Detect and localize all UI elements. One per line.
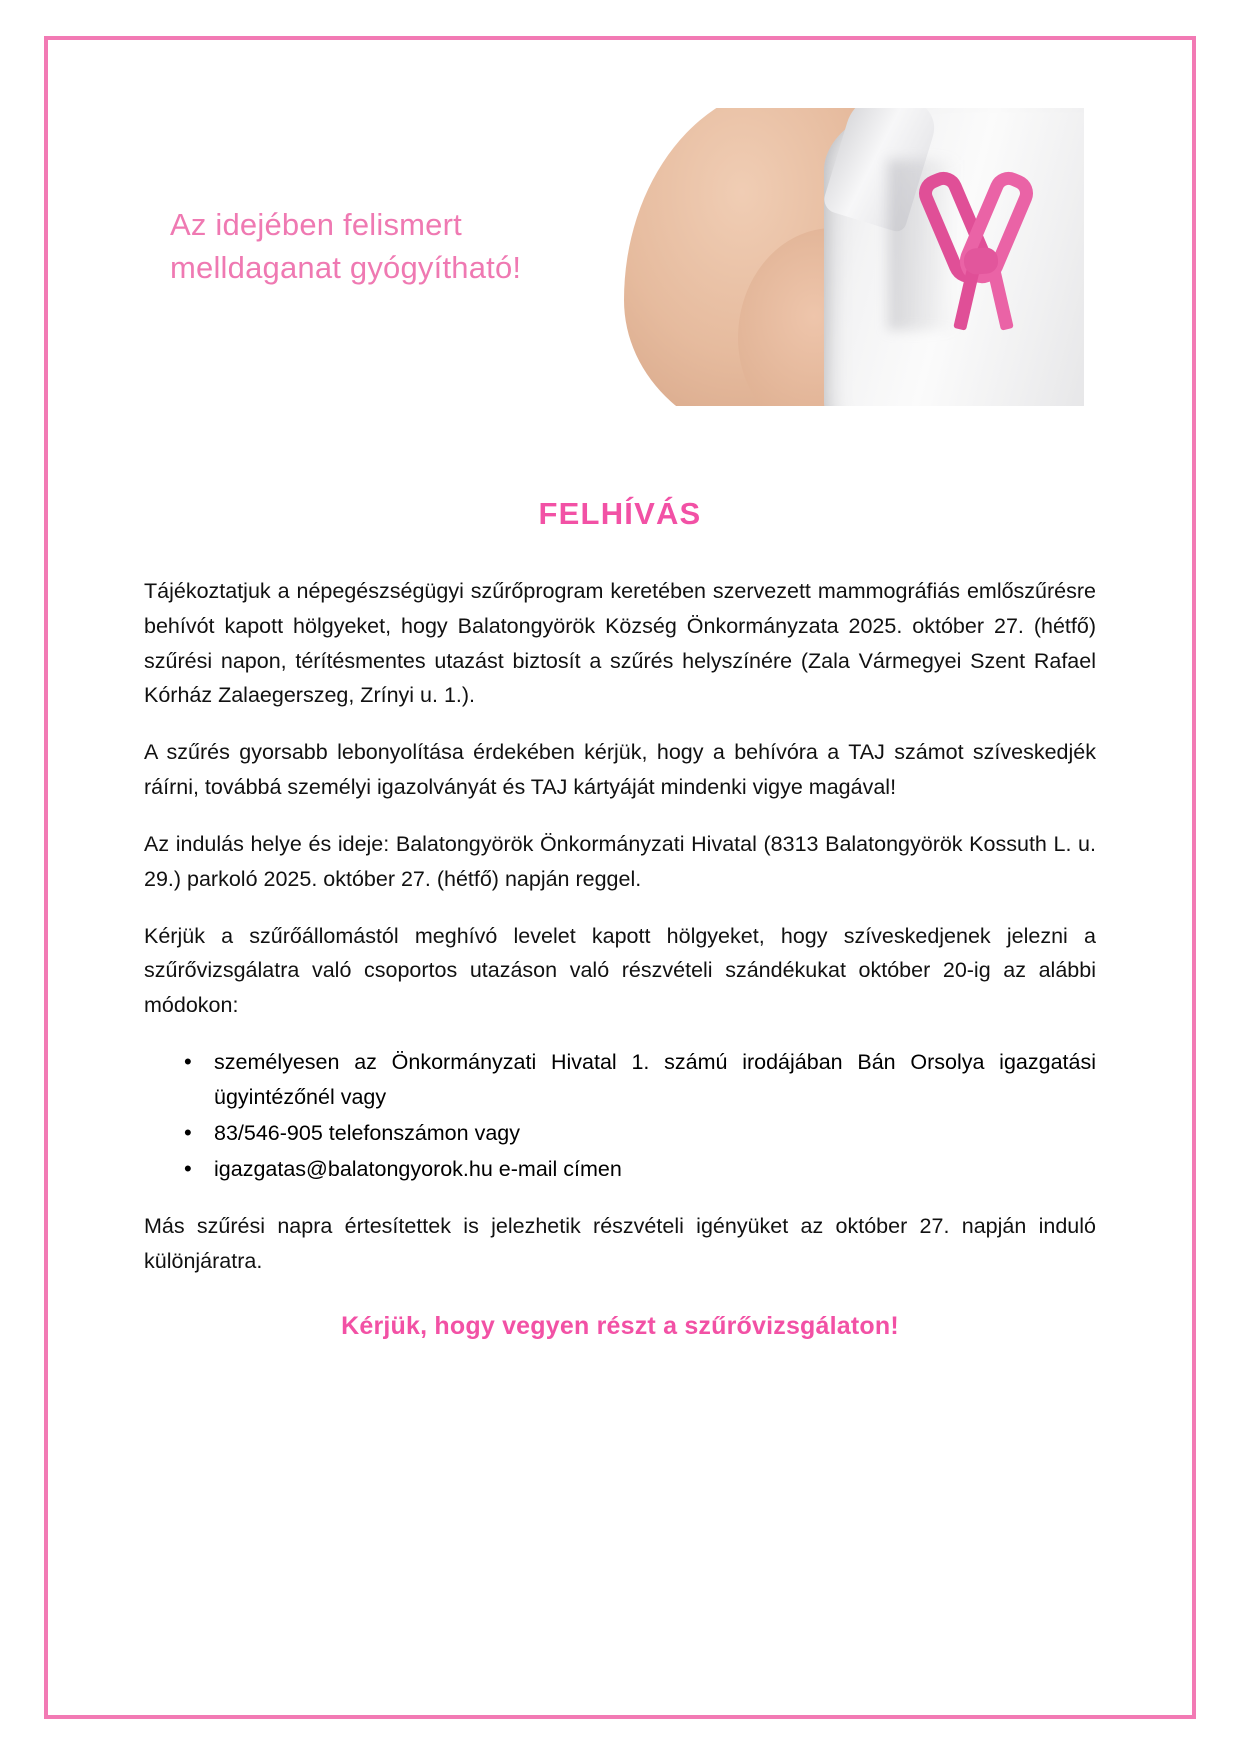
- banner-caption-line1: Az idejében felismert: [170, 207, 462, 242]
- banner-caption-line2: melldaganat gyógyítható!: [170, 249, 522, 285]
- banner-caption: [170, 204, 590, 290]
- banner: [140, 108, 1100, 418]
- pink-ribbon-photo: [588, 108, 1084, 406]
- pink-ribbon-icon: [920, 170, 1040, 330]
- page-title: FELHÍVÁS: [538, 496, 702, 531]
- paragraph-registration: Kérjük a szűrőállomástól meghívó levelet kapott hölgyeket, hogy szíveskedjenek jelezni a szűrővizsgálatra való csoportos utazáson való részvételi szándékukat október 20-ig az alábbi módokon:: [144, 923, 1096, 1018]
- list-item: • igazgatas@balatongyorok.hu e-mail címen: [214, 1152, 1100, 1186]
- paragraph-other-days: Más szűrési napra értesítettek is jelezhetik részvételi igényüket az október 27. napján induló különjáratra.: [144, 1213, 1096, 1273]
- poster-content: [140, 38, 1100, 1341]
- paragraph-taj: A szűrés gyorsabb lebonyolítása érdekében kérjük, hogy a behívóra a TAJ számot szíveskedjék ráírni, továbbá személyi igazolványát és TAJ kártyáját mindenki vigye magával!: [144, 740, 1096, 800]
- ribbon-knot: [963, 247, 999, 275]
- paragraph-intro: Tájékoztatjuk a népegészségügyi szűrőprogram keretében szervezett mammográfiás emlőszűrésre behívót kapott hölgyeket, hogy Balatongyörök Község Önkormányzata 2025. október 27. (hétfő) szűrési napon, térítésmentes utazást biztosít a szűrés helyszínére (Zala Vármegyei Szent Rafael Kórház Zalaegerszeg, Zrínyi u. 1.).: [144, 579, 1096, 708]
- closing-message: Kérjük, hogy vegyen részt a szűrővizsgálaton!: [341, 1312, 899, 1341]
- contact-methods-list: [140, 1045, 1100, 1187]
- paragraph-departure: Az indulás helye és ideje: Balatongyörök Önkormányzati Hivatal (8313 Balatongyörök Kossuth L. u. 29.) parkoló 2025. október 27. (hétfő) napján reggel.: [144, 831, 1096, 891]
- ribbon-tail-right: [987, 267, 1014, 330]
- list-item: • személyesen az Önkormányzati Hivatal 1. számú irodájában Bán Orsolya igazgatási ügyintézőnél vagy: [214, 1045, 1100, 1114]
- list-item: • 83/546-905 telefonszámon vagy: [214, 1116, 1100, 1150]
